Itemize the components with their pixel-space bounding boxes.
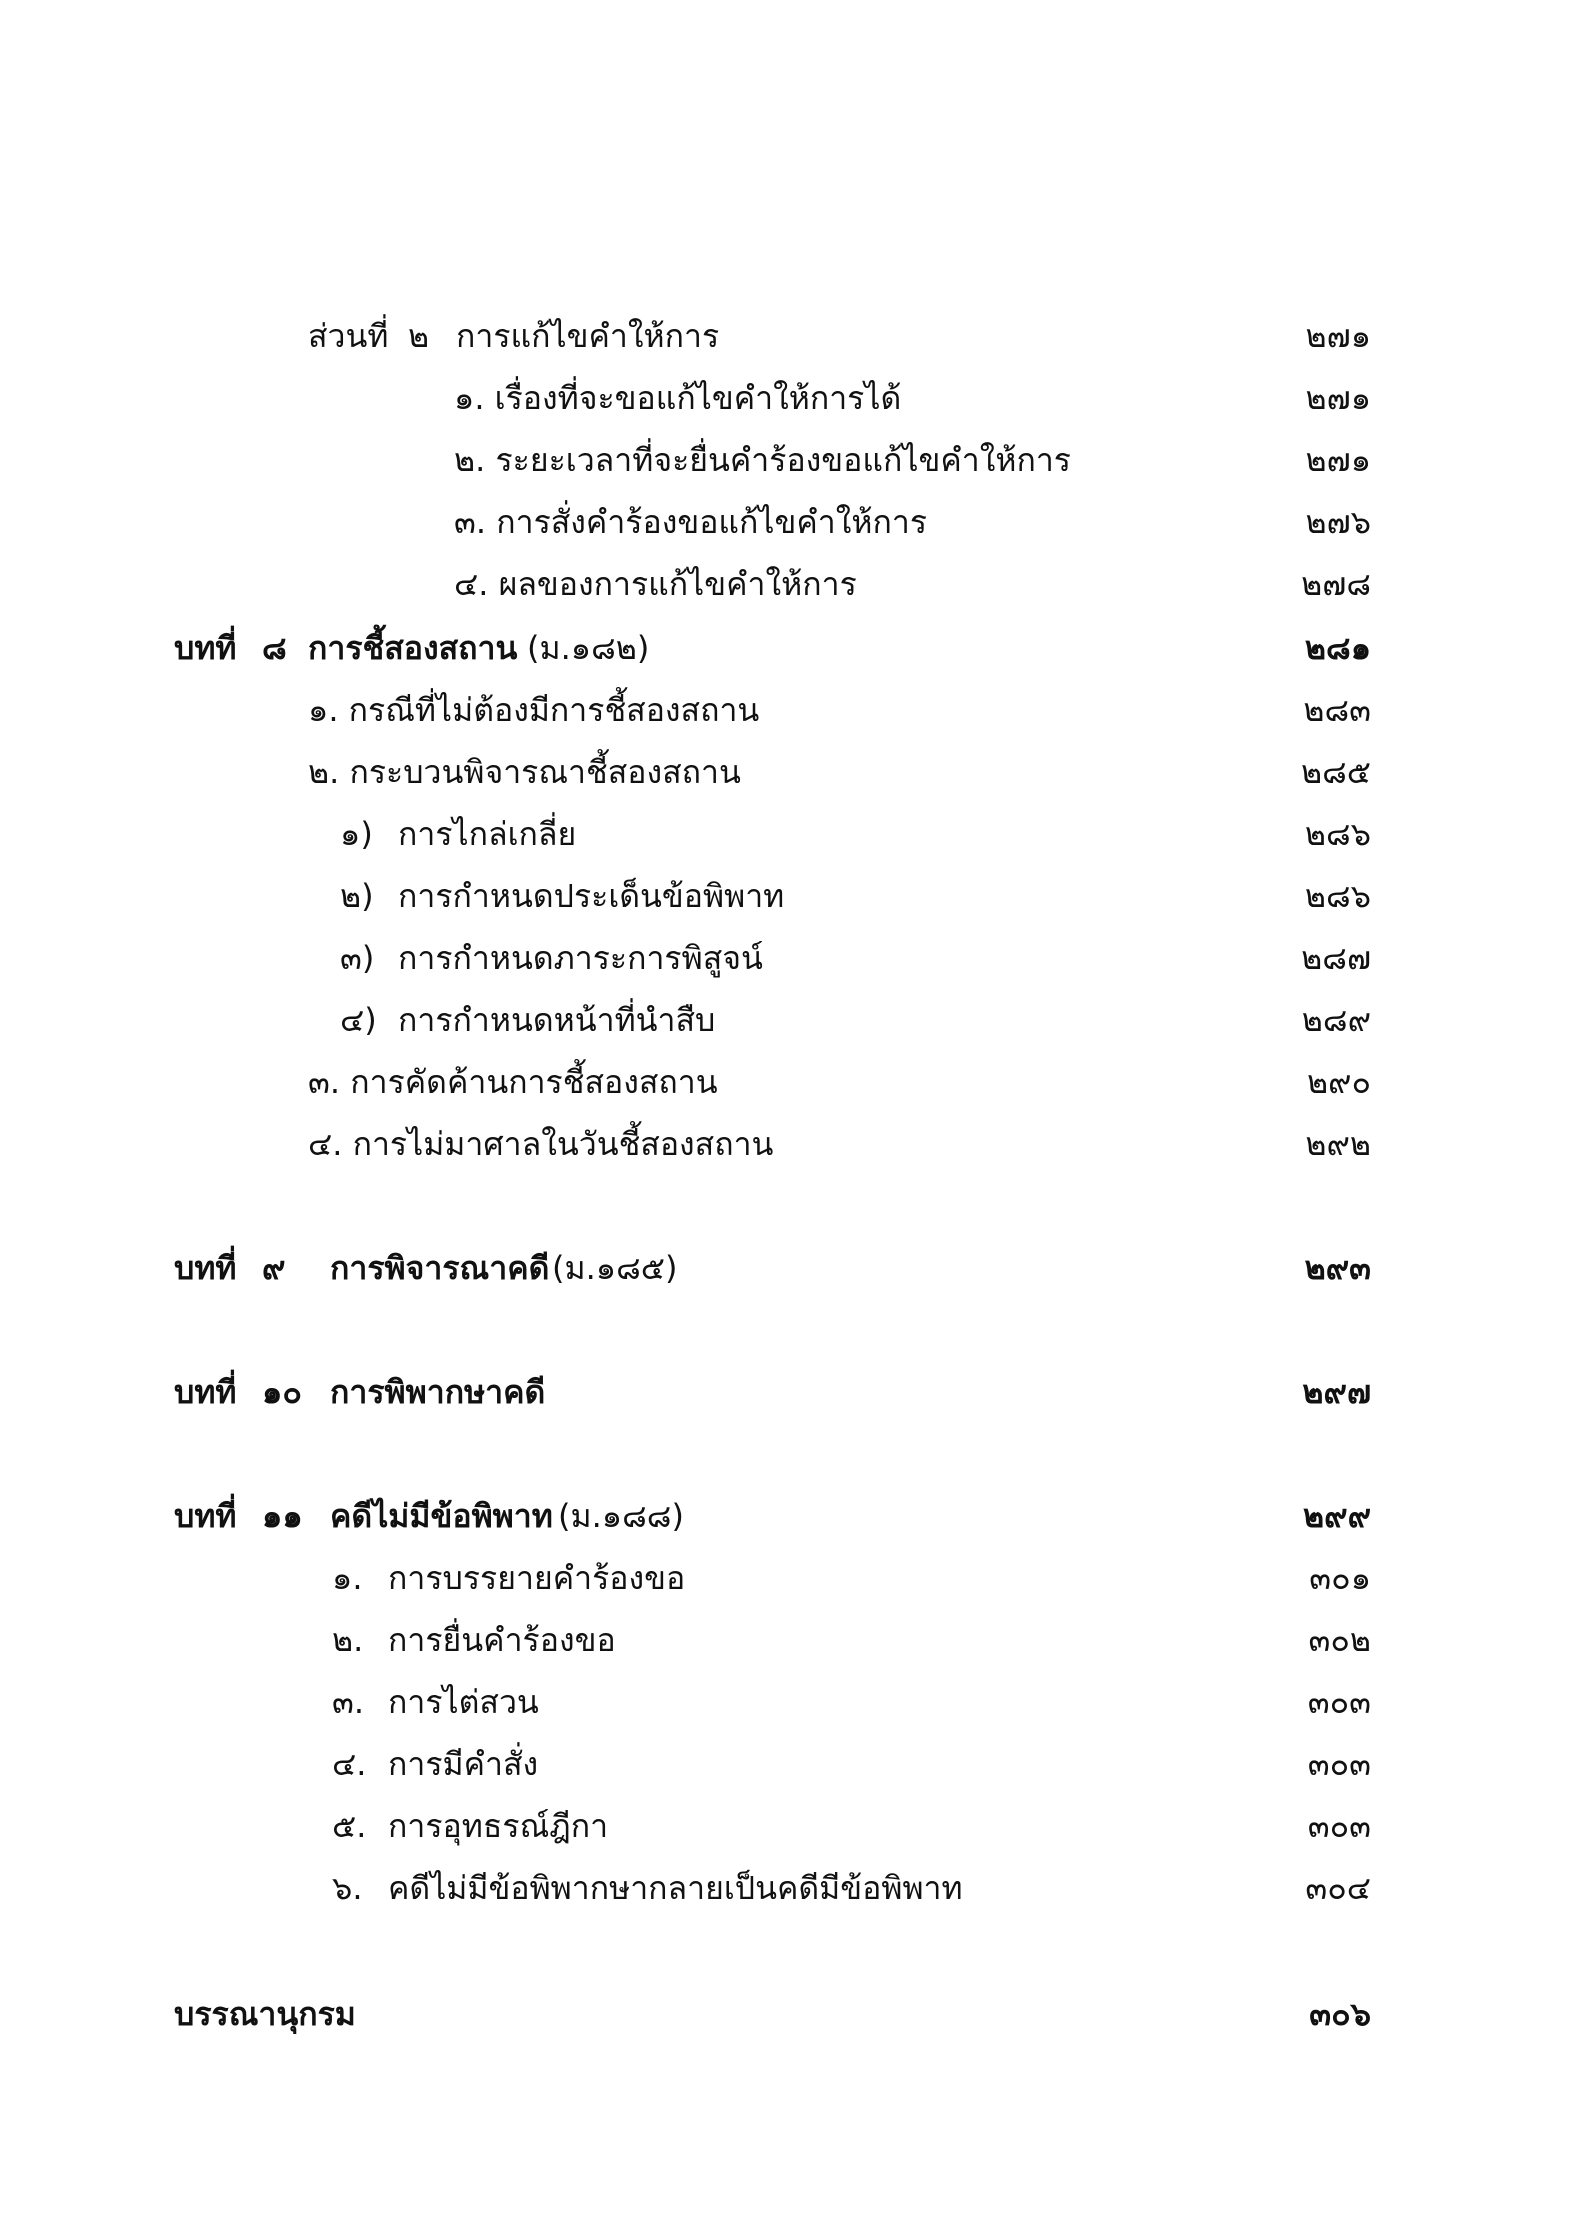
toc-subentry	[0, 996, 1592, 1044]
page-number: ๒๗๑	[1305, 441, 1371, 479]
toc-entry	[0, 1058, 1592, 1106]
toc-chapter-heading	[0, 1368, 1592, 1416]
chapter-label: บทที่	[174, 1497, 237, 1535]
subentry-text: การกำหนดประเด็นข้อพิพาท	[398, 877, 785, 915]
entry-number: ๑.	[332, 1559, 363, 1597]
part-label: ส่วนที่	[308, 317, 389, 355]
entry-text: การไต่สวน	[388, 1683, 539, 1721]
page-number: ๒๙๓	[1304, 1249, 1371, 1287]
entry-text: ๑. เรื่องที่จะขอแก้ไขคำให้การได้	[454, 379, 902, 417]
page-number: ๓๐๓	[1307, 1683, 1371, 1721]
toc-entry	[0, 1678, 1592, 1726]
entry-text: การอุทธรณ์ฎีกา	[388, 1807, 609, 1845]
entry-text: ๓. การสั่งคำร้องขอแก้ไขคำให้การ	[454, 503, 927, 541]
page-number: ๓๐๒	[1308, 1621, 1371, 1659]
toc-entry	[0, 748, 1592, 796]
page-number: ๒๙๒	[1305, 1125, 1371, 1163]
chapter-number: ๑๑	[262, 1497, 303, 1535]
page-number: ๒๙๙	[1303, 1497, 1371, 1535]
toc-subentry	[0, 934, 1592, 982]
subentry-number: ๔)	[340, 1001, 377, 1039]
toc-chapter-heading	[0, 1244, 1592, 1292]
entry-number: ๒.	[332, 1621, 364, 1659]
part-number: ๒	[408, 317, 430, 355]
toc-subentry	[0, 872, 1592, 920]
subentry-number: ๒)	[340, 877, 374, 915]
chapter-label: บทที่	[174, 1373, 237, 1411]
chapter-section-ref: (ม.๑๘๕)	[552, 1249, 678, 1287]
entry-text: การมีคำสั่ง	[388, 1745, 539, 1783]
toc-chapter-heading	[0, 1492, 1592, 1540]
toc-entry	[0, 1802, 1592, 1850]
chapter-label: บทที่	[174, 1249, 237, 1287]
page-number: ๓๐๑	[1309, 1559, 1371, 1597]
page-number: ๒๗๑	[1305, 317, 1371, 355]
toc-entry	[0, 498, 1592, 546]
entry-text: ๔. ผลของการแก้ไขคำให้การ	[454, 565, 857, 603]
entry-number: ๓.	[332, 1683, 365, 1721]
entry-number: ๖.	[332, 1869, 363, 1907]
chapter-title: การพิพากษาคดี	[330, 1373, 546, 1411]
entry-text: การบรรยายคำร้องขอ	[388, 1559, 686, 1597]
chapter-section-ref: (ม.๑๘๒)	[527, 629, 650, 667]
entry-text: การยื่นคำร้องขอ	[388, 1621, 616, 1659]
page-number: ๒๘๙	[1301, 1001, 1371, 1039]
subentry-text: การไกล่เกลี่ย	[398, 815, 577, 853]
page-number: ๒๘๕	[1301, 753, 1371, 791]
toc-subentry	[0, 810, 1592, 858]
toc-entry	[0, 1740, 1592, 1788]
page-number: ๒๘๓	[1303, 691, 1371, 729]
page-number: ๓๐๓	[1307, 1807, 1371, 1845]
toc-entry	[0, 1554, 1592, 1602]
entry-text: ๓. การคัดค้านการชี้สองสถาน	[308, 1063, 718, 1101]
page-number: ๒๘๑	[1304, 629, 1371, 667]
toc-entry	[0, 1616, 1592, 1664]
page-number: ๒๙๗	[1302, 1373, 1371, 1411]
bibliography-title: บรรณานุกรม	[174, 1995, 356, 2033]
page-number: ๓๐๖	[1309, 1995, 1371, 2033]
page-number: ๒๗๘	[1301, 565, 1371, 603]
toc-entry	[0, 560, 1592, 608]
subentry-text: การกำหนดภาระการพิสูจน์	[398, 939, 763, 977]
chapter-number: ๘	[262, 629, 287, 667]
toc-entry	[0, 436, 1592, 484]
page-number: ๒๘๖	[1304, 877, 1371, 915]
page-number: ๓๐๔	[1305, 1869, 1371, 1907]
subentry-number: ๑)	[340, 815, 373, 853]
entry-text: ๒. ระยะเวลาที่จะยื่นคำร้องขอแก้ไขคำให้การ	[454, 441, 1071, 479]
page-number: ๒๗๑	[1305, 379, 1371, 417]
toc-entry	[0, 374, 1592, 422]
page-number: ๒๘๖	[1304, 815, 1371, 853]
chapter-title: การชี้สองสถาน	[308, 629, 518, 667]
toc-entry	[0, 1864, 1592, 1912]
toc-entry	[0, 686, 1592, 734]
entry-text: ๔. การไม่มาศาลในวันชี้สองสถาน	[308, 1125, 774, 1163]
chapter-title: การพิจารณาคดี	[330, 1249, 550, 1287]
chapter-title: คดีไม่มีข้อพิพาท	[330, 1497, 553, 1535]
toc-entry	[0, 1120, 1592, 1168]
chapter-label: บทที่	[174, 629, 237, 667]
toc-bibliography	[0, 1990, 1592, 2038]
page-number: ๒๘๗	[1301, 939, 1371, 977]
page-number: ๓๐๓	[1307, 1745, 1371, 1783]
subentry-number: ๓)	[340, 939, 375, 977]
subentry-text: การกำหนดหน้าที่นำสืบ	[398, 1001, 716, 1039]
chapter-section-ref: (ม.๑๘๘)	[558, 1497, 684, 1535]
page-number: ๒๗๖	[1305, 503, 1371, 541]
toc-part-heading	[0, 312, 1592, 360]
entry-number: ๔.	[332, 1745, 367, 1783]
chapter-number: ๑๐	[262, 1373, 302, 1411]
entry-text: ๒. กระบวนพิจารณาชี้สองสถาน	[308, 753, 741, 791]
toc-chapter-heading	[0, 624, 1592, 672]
entry-number: ๕.	[332, 1807, 367, 1845]
part-title: การแก้ไขคำให้การ	[456, 317, 720, 355]
page-number: ๒๙๐	[1306, 1063, 1371, 1101]
entry-text: คดีไม่มีข้อพิพากษากลายเป็นคดีมีข้อพิพาท	[388, 1869, 963, 1907]
chapter-number: ๙	[262, 1249, 286, 1287]
entry-text: ๑. กรณีที่ไม่ต้องมีการชี้สองสถาน	[308, 691, 760, 729]
